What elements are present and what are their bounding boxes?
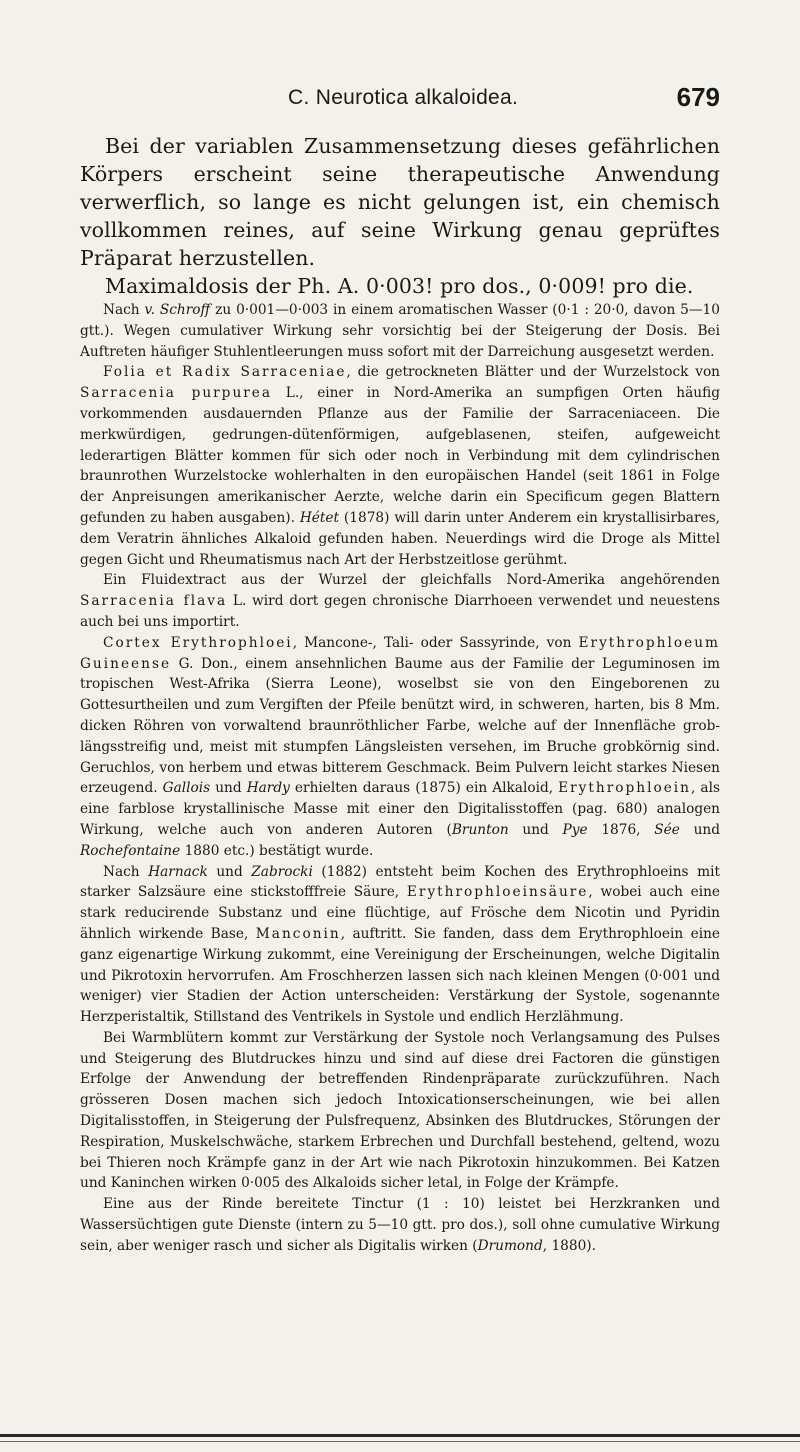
paragraph-warmbluetern: Bei Warmblütern kommt zur Verstärkung der Systole noch Verlangsamung des Pulses und Steigerung des Blutdruckes hinzu und sind auf diese drei Factoren die günstigen Erfolge der Anwendung der betreffenden Rindenpräparate zurückzuführen. Nach grösseren Dosen machen sich jedoch Intoxicationserscheinungen, wie bei allen Digitalisstoffen, in Steigerung der Pulsfrequenz, Absinken des Blutdruckes, Störungen der Respiration, Muskelschwäche, starkem Erbrechen und Durchfall bestehend, geltend, wozu bei Thieren noch Krämpfe ganz in der Art wie nach Pikrotoxin hinzukommen. Bei Katzen und Kaninchen wirken 0·005 des Alkaloids sicher letal, in Folge der Krämpfe. xyxy=(80,1029,720,1192)
paragraph-harnack: Nach Harnack und Zabrocki (1882) entsteht beim Kochen des Erythrophloeins mit starker Salzsäure eine stickstofffreie Säure, Erythrophloeinsäure, wobei auch eine stark reducirende Substanz und eine flüchtige, auf Frösche dem Nicotin und Pyridin ähnlich wirkende Base, Manconin, auftritt. Sie fanden, dass dem Erythrophloein eine ganz eigenartige Wirkung zukommt, eine Vereinigung der Erscheinungen, welche Digitalin und Pikrotoxin hervorrufen. Am Froschherzen lassen sich nach kleinen Mengen (0·001 und weniger) vier Stadien der Action unterscheiden: Verstärkung der Systole, sogenannte Herzperistaltik, Stillstand des Ventrikels in Systole und endlich Herzlähmung. xyxy=(80,863,721,1026)
paragraph-dosage: Nach v. Schroff zu 0·001—0·003 in einem aromatischen Wasser (0·1 : 20·0, davon 5—10 gtt.). Wegen cumulativer Wirkung sehr vorsichtig bei der Steigerung der Dosis. Bei Auftreten häufiger Stuhlentleerungen muss sofort mit der Darreichung ausgesetzt werden. xyxy=(80,302,720,360)
page-body xyxy=(80,132,720,1257)
page-header xyxy=(0,82,800,120)
paragraph-intro: Bei der variablen Zusammensetzung dieses gefährlichen Körpers erscheint seine therapeutische Anwendung verwerflich, so lange es nicht gelungen ist, ein chemisch vollkommen reines, auf seine Wirkung genau geprüftes Präparat herzustellen. xyxy=(80,134,720,270)
running-head: C. Neurotica alkaloidea. xyxy=(288,86,519,109)
paragraph-maximaldosis: Maximaldosis der Ph. A. 0·003! pro dos., 0·009! pro die. xyxy=(105,274,694,298)
paragraph-fluidextract: Ein Fluidextract aus der Wurzel der gleichfalls Nord-Amerika angehörenden Sarracenia flava L. wird dort gegen chronische Diarrhoeen verwendet und neuestens auch bei uns importirt. xyxy=(80,572,720,630)
page-number: 679 xyxy=(676,82,720,112)
paragraph-sarracenia: Folia et Radix Sarraceniae, die getrockneten Blätter und der Wurzelstock von Sarracenia purpurea L., einer in Nord-Amerika an sumpfigen Orten häufig vorkommenden ausdauernden Pflanze aus der Familie der Sarraceniaceen. Die merkwürdigen, gedrungen-dütenförmigen, aufgeblasenen, steifen, aufgeweicht lederartigen Blätter kommen für sich oder noch in Verbindung mit dem cylindrischen braunrothen Wurzelstocke wohlerhalten in den europäischen Handel (seit 1861 in Folge der Anpreisungen amerikanischer Aerzte, welche darin ein Specificum gegen Blattern gefunden zu haben ausgaben). Hétet (1878) will darin unter Anderem ein krystallisirbares, dem Veratrin ähnliches Alkaloid gefunden haben. Neuerdings wird die Droge als Mittel gegen Gicht und Rheumatismus nach Art der Herbstzeitlose gerühmt. xyxy=(80,364,720,568)
bottom-rule xyxy=(0,1434,800,1437)
paragraph-tinctur: Eine aus der Rinde bereitete Tinctur (1 : 10) leistet bei Herzkranken und Wassersüchtigen gute Dienste (intern zu 5—10 gtt. pro dos.), soll ohne cumulative Wirkung sein, aber weniger rasch und sicher als Digitalis wirken (Drumond, 1880). xyxy=(80,1196,720,1254)
bottom-rule-thin xyxy=(0,1441,800,1442)
paragraph-erythrophloei: Cortex Erythrophloei, Mancone-, Tali- oder Sassyrinde, von Erythrophloeum Guineense G. Don., einem ansehnlichen Baume aus der Familie der Leguminosen im tropischen West-Afrika (Sierra Leone), woselbst sie von den Eingeborenen zu Gottesurtheilen und zum Vergiften der Pfeile benützt wird, in schweren, harten, bis 8 Mm. dicken Röhren von vorwaltend braunröthlicher Farbe, welche auf der Innenfläche grob-längsstreifig und, meist mit stumpfen Längsleisten versehen, im Bruche grobkörnig sind. Geruchlos, von herbem und etwas bitterem Geschmack. Beim Pulvern leicht starkes Niesen erzeugend. Gallois und Hardy erhielten daraus (1875) ein Alkaloid, Erythrophloein, als eine farblose krystallinische Masse mit einer den Digitalisstoffen (pag. 680) analogen Wirkung, welche auch von anderen Autoren (Brunton und Pye 1876, Sée und Rochefontaine 1880 etc.) bestätigt wurde. xyxy=(80,634,720,859)
